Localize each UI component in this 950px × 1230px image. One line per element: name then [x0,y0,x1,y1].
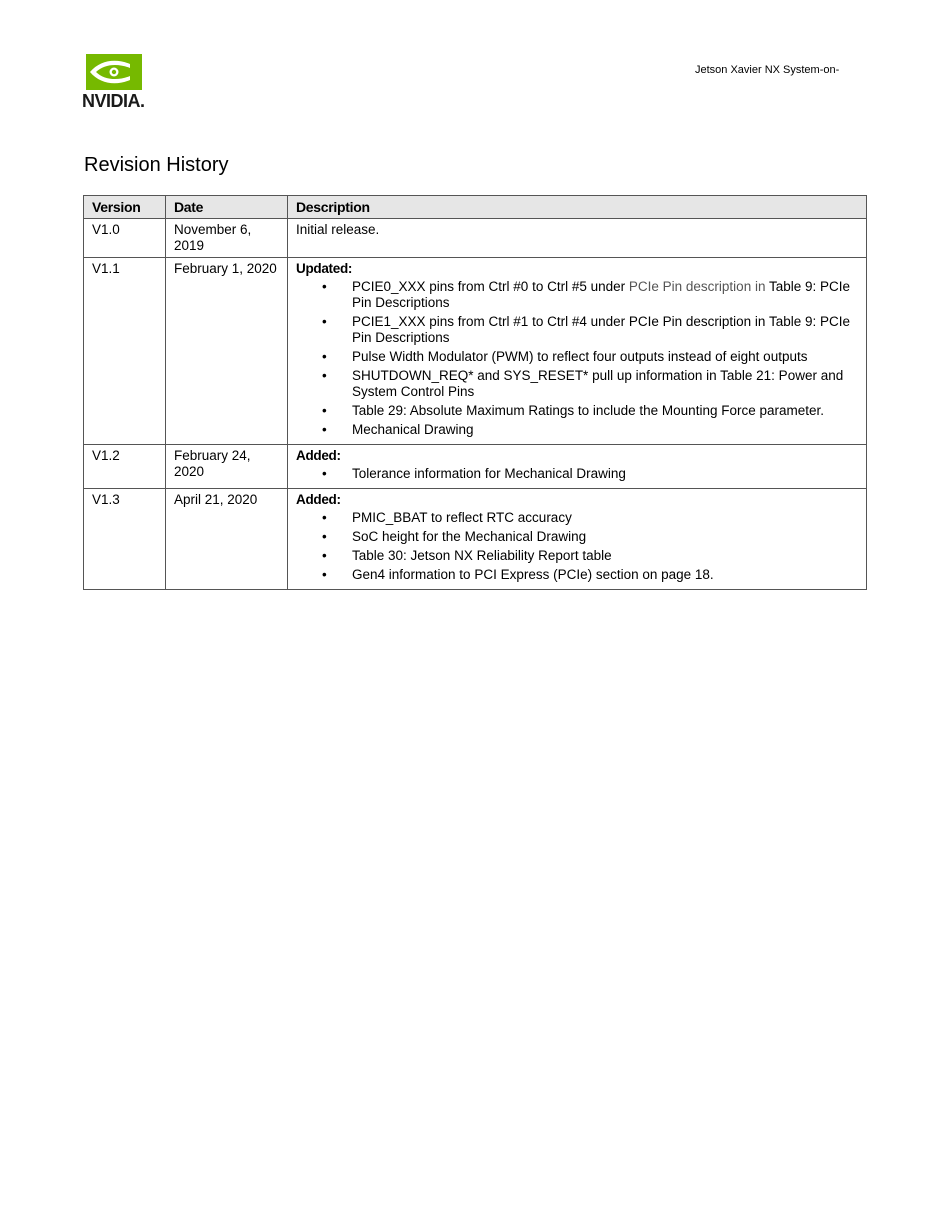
section-title: Revision History [84,154,229,176]
list-item: • Pulse Width Modulator (PWM) to reflect four outputs instead of eight outputs [296,349,858,365]
table-row [84,219,867,258]
list-item: • Table 29: Absolute Maximum Ratings to include the Mounting Force parameter. [296,403,858,419]
change-list [296,466,858,482]
description-cell [288,219,867,258]
description-heading: Updated: [296,261,353,276]
version-cell: V1.0 [84,219,166,258]
description-heading: Added: [296,448,341,463]
list-item-text: Table 9: PCIe Pin Descriptions [352,279,851,310]
table-row [84,445,867,489]
date-cell: April 21, 2020 [166,489,288,590]
nvidia-logo [82,54,154,112]
date-column-header: Date [166,196,288,219]
date-cell: February 24, 2020 [166,445,288,489]
list-item: • PMIC_BBAT to reflect RTC accuracy [296,510,858,526]
list-item: • Gen4 information to PCI Express (PCIe) section on page 18. [296,567,858,583]
description-cell [288,445,867,489]
version-cell: V1.1 [84,258,166,445]
version-cell: V1.3 [84,489,166,590]
list-item-text: PCIE0_XXX pins from Ctrl #0 to Ctrl #5 under [352,279,626,294]
version-column-header: Version [84,196,166,219]
description-heading: Added: [296,492,341,507]
nvidia-wordmark: NVIDIA. [82,91,145,111]
table-row [84,258,867,445]
revision-history-table [83,195,867,590]
document-title: Jetson Xavier NX System-on- [695,64,840,76]
description-text: Initial release. [296,222,380,237]
date-cell: November 6, 2019 [166,219,288,258]
nvidia-eye-icon [86,54,142,90]
list-item: • SHUTDOWN_REQ* and SYS_RESET* pull up information in Table 21: Power and System Control Pins [296,368,858,400]
description-cell [288,258,867,445]
cross-reference-link[interactable]: PCIe Pin description in [628,279,766,294]
list-item: • PCIE1_XXX pins from Ctrl #1 to Ctrl #4 under PCIe Pin description in Table 9: PCIe Pin Descriptions [296,314,858,346]
table-row [84,489,867,590]
change-list [296,510,858,583]
description-cell [288,489,867,590]
list-item: • SoC height for the Mechanical Drawing [296,529,858,545]
list-item: • Mechanical Drawing [296,422,858,438]
change-list [296,279,858,438]
list-item: • Table 30: Jetson NX Reliability Report table [296,548,858,564]
description-column-header: Description [288,196,867,219]
version-cell: V1.2 [84,445,166,489]
list-item [296,279,858,311]
list-item: • Tolerance information for Mechanical Drawing [296,466,858,482]
table-header-row [84,196,867,219]
date-cell: February 1, 2020 [166,258,288,445]
